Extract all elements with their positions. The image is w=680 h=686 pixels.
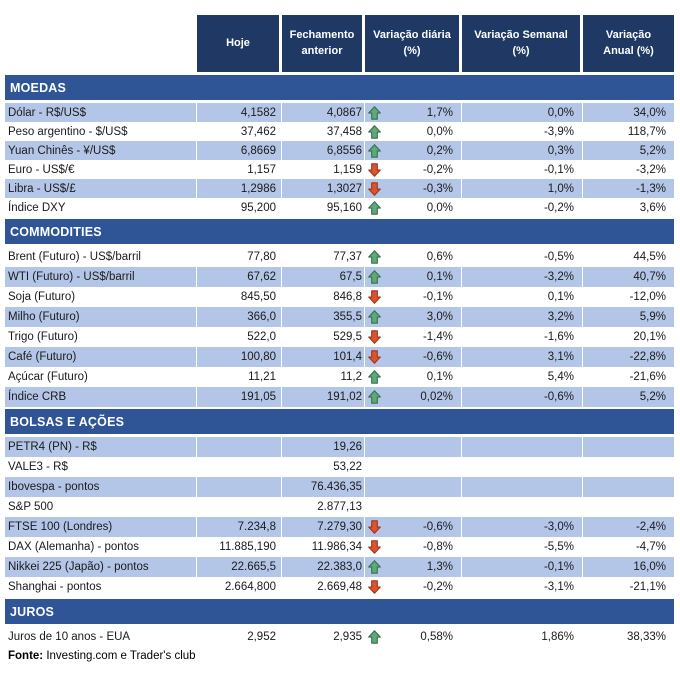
hoje-value: 11,21 [197,367,282,387]
daily-change-value: 1,3% [426,561,453,573]
section-header-moedas: MOEDAS [5,75,674,100]
daily-change-cell [365,327,462,347]
hoje-value: 1,157 [197,160,282,179]
daily-change-cell [365,160,462,179]
daily-change-value: -0,6% [422,521,453,533]
section-header-bolsas-e-acoes: BOLSAS E AÇÕES [5,409,674,434]
table-row [5,497,674,517]
daily-change-cell [365,247,462,267]
fechamento-anterior-value: 1,3027 [282,179,365,198]
hoje-value: 522,0 [197,327,282,347]
annual-change-value: 16,0% [633,561,666,573]
section-header-commodities: COMMODITIES [5,219,674,244]
hoje-value: 366,0 [197,307,282,327]
fechamento-anterior-value: 19,26 [282,437,365,457]
annual-change-value [583,477,674,497]
daily-change-cell [365,367,462,387]
fechamento-anterior-value: 1,159 [282,160,365,179]
fechamento-anterior-value: 2.877,13 [282,497,365,517]
source-footer [5,650,680,662]
daily-change-value: 1,7% [426,106,453,119]
table-row [5,103,674,122]
arrow-down-icon [367,580,382,595]
weekly-change-value: 1,86% [462,627,583,647]
source-label: Fonte: [8,650,44,662]
weekly-change-value: 0,1% [462,287,583,307]
annual-change-value: 44,5% [633,251,666,263]
daily-change-cell [365,437,462,457]
table-row [5,457,674,477]
annual-change-value: -12,0% [629,291,666,303]
table-row [5,367,674,387]
row-label: PETR4 (PN) - R$ [5,437,197,457]
fechamento-anterior-value: 22.383,0 [282,557,365,577]
row-label: WTI (Futuro) - US$/barril [5,267,197,287]
arrow-up-icon [367,630,382,645]
daily-change-value: -0,2% [422,581,453,593]
annual-change-value: 20,1% [633,331,666,343]
row-label: Shanghai - pontos [5,577,197,597]
daily-change-value: 3,0% [426,311,453,323]
hoje-value: 2,952 [197,627,282,647]
fechamento-anterior-value: 101,4 [282,347,365,367]
row-label: Dólar - R$/US$ [5,103,197,122]
hoje-value: 37,462 [197,122,282,141]
table-body [5,75,680,647]
hoje-value [197,477,282,497]
arrow-down-icon [367,350,382,365]
daily-change-value: 0,02% [420,391,453,403]
weekly-change-value: -0,5% [462,247,583,267]
annual-change-value: -2,4% [635,521,666,533]
hoje-value: 7.234,8 [197,517,282,537]
table-row [5,122,674,141]
daily-change-value: -0,3% [422,182,453,195]
column-header-variacao-semanal: Variação Semanal (%) [462,15,583,72]
row-label: Peso argentino - $/US$ [5,122,197,141]
arrow-down-icon [367,181,382,196]
weekly-change-value: -0,1% [462,557,583,577]
header-corner [5,15,197,72]
table-row [5,327,674,347]
row-label: Libra - US$/£ [5,179,197,198]
row-label: Juros de 10 anos - EUA [5,627,197,647]
hoje-value [197,437,282,457]
weekly-change-value: 5,4% [462,367,583,387]
hoje-value: 845,50 [197,287,282,307]
weekly-change-value: 3,1% [462,347,583,367]
table-row [5,141,674,160]
hoje-value: 95,200 [197,198,282,217]
table-row [5,347,674,367]
arrow-up-icon [367,270,382,285]
fechamento-anterior-value: 2,935 [282,627,365,647]
fechamento-anterior-value: 7.279,30 [282,517,365,537]
hoje-value: 100,80 [197,347,282,367]
daily-change-value: 0,6% [426,251,453,263]
arrow-up-icon [367,370,382,385]
fechamento-anterior-value: 355,5 [282,307,365,327]
arrow-up-icon [367,560,382,575]
weekly-change-value: -0,6% [462,387,583,407]
daily-change-cell [365,457,462,477]
hoje-value: 1,2986 [197,179,282,198]
daily-change-value: 0,0% [426,201,453,214]
table-row [5,267,674,287]
weekly-change-value: -3,1% [462,577,583,597]
weekly-change-value: 3,2% [462,307,583,327]
arrow-down-icon [367,540,382,555]
hoje-value: 2.664,800 [197,577,282,597]
section-header-juros: JUROS [5,599,674,624]
annual-change-value: -4,7% [635,541,666,553]
daily-change-value: -0,2% [422,163,453,176]
fechamento-anterior-value: 53,22 [282,457,365,477]
row-label: Ibovespa - pontos [5,477,197,497]
arrow-down-icon [367,520,382,535]
section-commodities [5,219,680,407]
fechamento-anterior-value: 6,8556 [282,141,365,160]
table-row [5,247,674,267]
arrow-down-icon [367,290,382,305]
weekly-change-value [462,457,583,477]
annual-change-value: 34,0% [633,106,666,119]
row-label: DAX (Alemanha) - pontos [5,537,197,557]
hoje-value: 11.885,190 [197,537,282,557]
weekly-change-value [462,477,583,497]
hoje-value: 6,8669 [197,141,282,160]
daily-change-cell [365,387,462,407]
table-row [5,287,674,307]
row-label: Soja (Futuro) [5,287,197,307]
row-label: Índice CRB [5,387,197,407]
annual-change-value: 3,6% [639,201,666,214]
fechamento-anterior-value: 76.436,35 [282,477,365,497]
table-row [5,627,674,647]
annual-change-value: 5,9% [639,311,666,323]
daily-change-cell [365,141,462,160]
weekly-change-value: -0,2% [462,198,583,217]
arrow-up-icon [367,124,382,139]
arrow-down-icon [367,162,382,177]
fechamento-anterior-value: 11,2 [282,367,365,387]
table-row [5,517,674,537]
daily-change-cell [365,497,462,517]
annual-change-value: 38,33% [626,631,666,643]
row-label: Café (Futuro) [5,347,197,367]
daily-change-cell [365,122,462,141]
hoje-value [197,497,282,517]
daily-change-value: 0,1% [426,271,453,283]
row-label: S&P 500 [5,497,197,517]
row-label: FTSE 100 (Londres) [5,517,197,537]
column-header-hoje: Hoje [197,15,282,72]
daily-change-cell [365,347,462,367]
hoje-value: 67,62 [197,267,282,287]
annual-change-value: -21,6% [629,371,666,383]
annual-change-value: 40,7% [633,271,666,283]
fechamento-anterior-value: 95,160 [282,198,365,217]
fechamento-anterior-value: 37,458 [282,122,365,141]
hoje-value: 4,1582 [197,103,282,122]
fechamento-anterior-value: 846,8 [282,287,365,307]
daily-change-cell [365,537,462,557]
annual-change-value [583,497,674,517]
fechamento-anterior-value: 529,5 [282,327,365,347]
table-row [5,557,674,577]
daily-change-cell [365,307,462,327]
table-row [5,477,674,497]
daily-change-cell [365,179,462,198]
annual-change-value: 5,2% [639,144,666,157]
row-label: Milho (Futuro) [5,307,197,327]
row-label: Açúcar (Futuro) [5,367,197,387]
section-bolsas-e-acoes [5,409,680,597]
weekly-change-value: -3,0% [462,517,583,537]
row-label: Nikkei 225 (Japão) - pontos [5,557,197,577]
arrow-up-icon [367,250,382,265]
row-label: Brent (Futuro) - US$/barril [5,247,197,267]
annual-change-value: 5,2% [639,391,666,403]
daily-change-cell [365,517,462,537]
daily-change-cell [365,627,462,647]
fechamento-anterior-value: 191,02 [282,387,365,407]
hoje-value: 77,80 [197,247,282,267]
daily-change-value: 0,58% [420,631,453,643]
fechamento-anterior-value: 4,0867 [282,103,365,122]
weekly-change-value: -5,5% [462,537,583,557]
arrow-down-icon [367,330,382,345]
table-row [5,307,674,327]
weekly-change-value: -3,2% [462,267,583,287]
column-header-variacao-diaria: Variação diária (%) [365,15,462,72]
daily-change-cell [365,477,462,497]
annual-change-value: -3,2% [635,163,666,176]
weekly-change-value: -3,9% [462,122,583,141]
daily-change-cell [365,103,462,122]
weekly-change-value: 0,0% [462,103,583,122]
weekly-change-value [462,437,583,457]
table-row [5,198,674,217]
header-row [5,15,674,72]
daily-change-cell [365,267,462,287]
weekly-change-value [462,497,583,517]
weekly-change-value: -1,6% [462,327,583,347]
table-row [5,437,674,457]
annual-change-value [583,437,674,457]
weekly-change-value: 0,3% [462,141,583,160]
fechamento-anterior-value: 77,37 [282,247,365,267]
row-label: VALE3 - R$ [5,457,197,477]
daily-change-value: -0,6% [422,351,453,363]
arrow-up-icon [367,200,382,215]
source-text: Investing.com e Trader's club [43,650,196,662]
daily-change-cell [365,287,462,307]
daily-change-value: -0,1% [422,291,453,303]
fechamento-anterior-value: 11.986,34 [282,537,365,557]
column-header-variacao-anual: Variação Anual (%) [583,15,674,72]
fechamento-anterior-value: 67,5 [282,267,365,287]
annual-change-value [583,457,674,477]
annual-change-value: -21,1% [629,581,666,593]
row-label: Índice DXY [5,198,197,217]
row-label: Euro - US$/€ [5,160,197,179]
daily-change-value: 0,2% [426,144,453,157]
row-label: Yuan Chinês - ¥/US$ [5,141,197,160]
weekly-change-value: 1,0% [462,179,583,198]
arrow-up-icon [367,105,382,120]
hoje-value: 22.665,5 [197,557,282,577]
table-row [5,179,674,198]
arrow-up-icon [367,143,382,158]
arrow-up-icon [367,390,382,405]
daily-change-value: 0,0% [426,125,453,138]
row-label: Trigo (Futuro) [5,327,197,347]
section-moedas [5,75,680,217]
table-row [5,160,674,179]
annual-change-value: -22,8% [629,351,666,363]
daily-change-cell [365,198,462,217]
column-header-fechamento-anterior: Fechamento anterior [282,15,365,72]
hoje-value: 191,05 [197,387,282,407]
section-juros [5,599,680,647]
daily-change-value: 0,1% [426,371,453,383]
annual-change-value: -1,3% [635,182,666,195]
annual-change-value: 118,7% [627,125,666,138]
table-row [5,577,674,597]
daily-change-value: -0,8% [422,541,453,553]
fechamento-anterior-value: 2.669,48 [282,577,365,597]
daily-change-cell [365,577,462,597]
table-row [5,387,674,407]
table-row [5,537,674,557]
arrow-up-icon [367,310,382,325]
weekly-change-value: -0,1% [462,160,583,179]
daily-change-cell [365,557,462,577]
hoje-value [197,457,282,477]
daily-change-value: -1,4% [422,331,453,343]
